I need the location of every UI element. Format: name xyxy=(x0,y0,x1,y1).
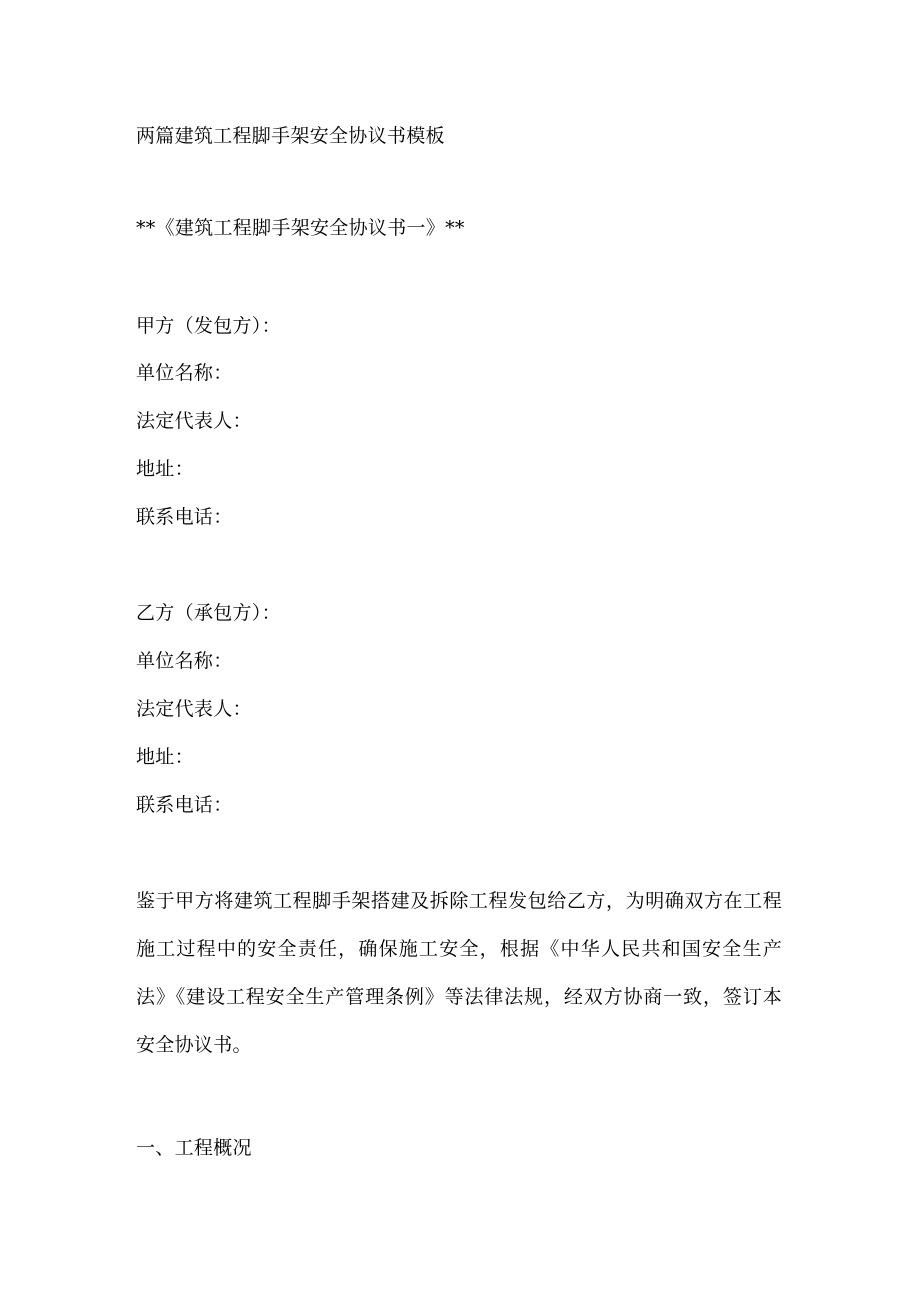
party-a-legal-rep: 法定代表人： xyxy=(136,410,252,432)
agreement-subtitle: **《建筑工程脚手架安全协议书一》** xyxy=(136,217,465,239)
party-a-unit-name: 单位名称： xyxy=(136,362,233,384)
party-b-unit-name: 单位名称： xyxy=(136,650,233,672)
party-b-phone: 联系电话： xyxy=(136,794,233,816)
party-a-address: 地址： xyxy=(136,458,194,480)
document-title: 两篇建筑工程脚手架安全协议书模板 xyxy=(136,125,445,147)
party-a-heading: 甲方（发包方）： xyxy=(136,315,281,337)
section-1-heading: 一、工程概况 xyxy=(136,1137,252,1159)
party-b-address: 地址： xyxy=(136,746,194,768)
party-a-phone: 联系电话： xyxy=(136,506,233,528)
preamble-paragraph: 鉴于甲方将建筑工程脚手架搭建及拆除工程发包给乙方，为明确双方在工程施工过程中的安全责任，确保施工安全，根据《中华人民共和国安全生产法》《建设工程安全生产管理条例》等法律法规，经双方协商一致，签订本安全协议书。 xyxy=(136,890,782,1056)
party-b-legal-rep: 法定代表人： xyxy=(136,698,252,720)
party-b-heading: 乙方（承包方）： xyxy=(136,602,281,624)
